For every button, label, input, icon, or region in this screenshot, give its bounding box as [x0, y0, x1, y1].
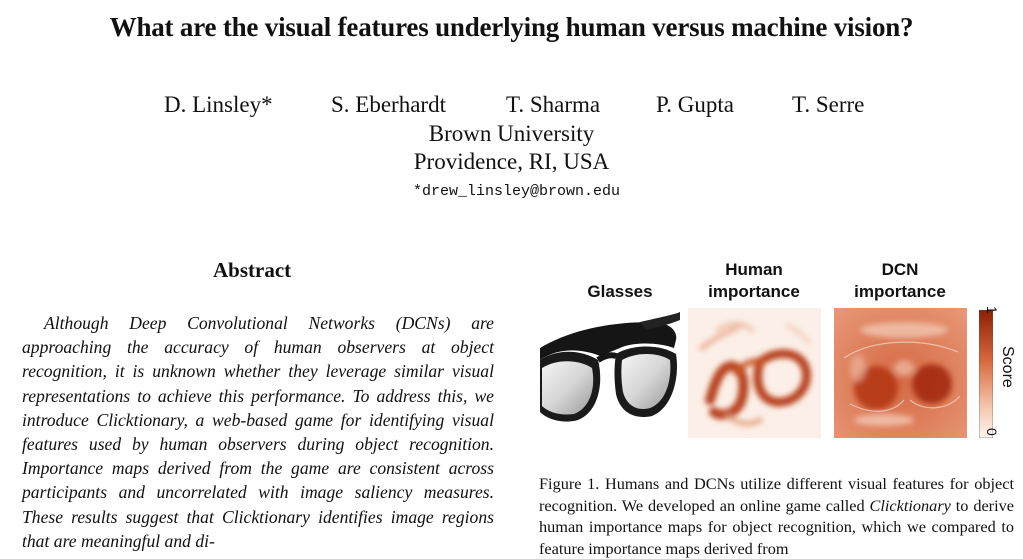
caption-text-1: Figure 1. Humans and DCNs utilize different visual features for object recognition. We developed an online game called: [539, 474, 1014, 515]
affiliation-location: Providence, RI, USA: [413, 149, 610, 174]
affiliation-institution: Brown University: [428, 121, 595, 146]
paper-title: What are the visual features underlying human versus machine vision?: [109, 12, 914, 42]
caption-text-2: to derive human importance maps for object recognition, which we compared to feature importance maps derived from: [539, 495, 1014, 558]
figure-label-dcn: DCN importance: [854, 260, 946, 301]
abstract-text: Although Deep Convolutional Networks (DCNs) are approaching the accuracy of human observers at object recognition, it is unknown whether they leverage similar visual representations to achieve this performance. To address this, we introduce Clicktionary, a web-based game for identifying visual features used by human observers during object recognition. Importance maps derived from the game are consistent across participants and uncorrelated with image saliency measures. These results suggest that Clicktionary identifies image regions that are meaningful and di-: [22, 313, 494, 551]
colorbar: [979, 310, 993, 438]
author-2: S. Eberhardt: [331, 92, 446, 117]
abstract-heading: Abstract: [213, 258, 292, 282]
author-1: D. Linsley*: [164, 92, 273, 117]
colorbar-max-label: 1: [984, 306, 1000, 314]
human-importance-map: [688, 308, 821, 438]
dcn-importance-map: [834, 308, 967, 438]
caption-text-italic: Clicktionary: [869, 495, 951, 515]
author-4: P. Gupta: [656, 92, 734, 117]
contact-email: *drew_linsley@brown.edu: [412, 183, 621, 200]
colorbar-min-label: 0: [984, 428, 1000, 436]
figure-label-glasses: Glasses: [587, 282, 653, 301]
figure-label-human: Human importance: [708, 260, 800, 301]
author-5: T. Serre: [792, 92, 865, 117]
author-3: T. Sharma: [506, 92, 601, 117]
glasses-image: [540, 308, 680, 438]
figure-caption: [539, 473, 1014, 559]
author-list: [0, 92, 1023, 122]
colorbar-title: Score: [999, 346, 1016, 388]
